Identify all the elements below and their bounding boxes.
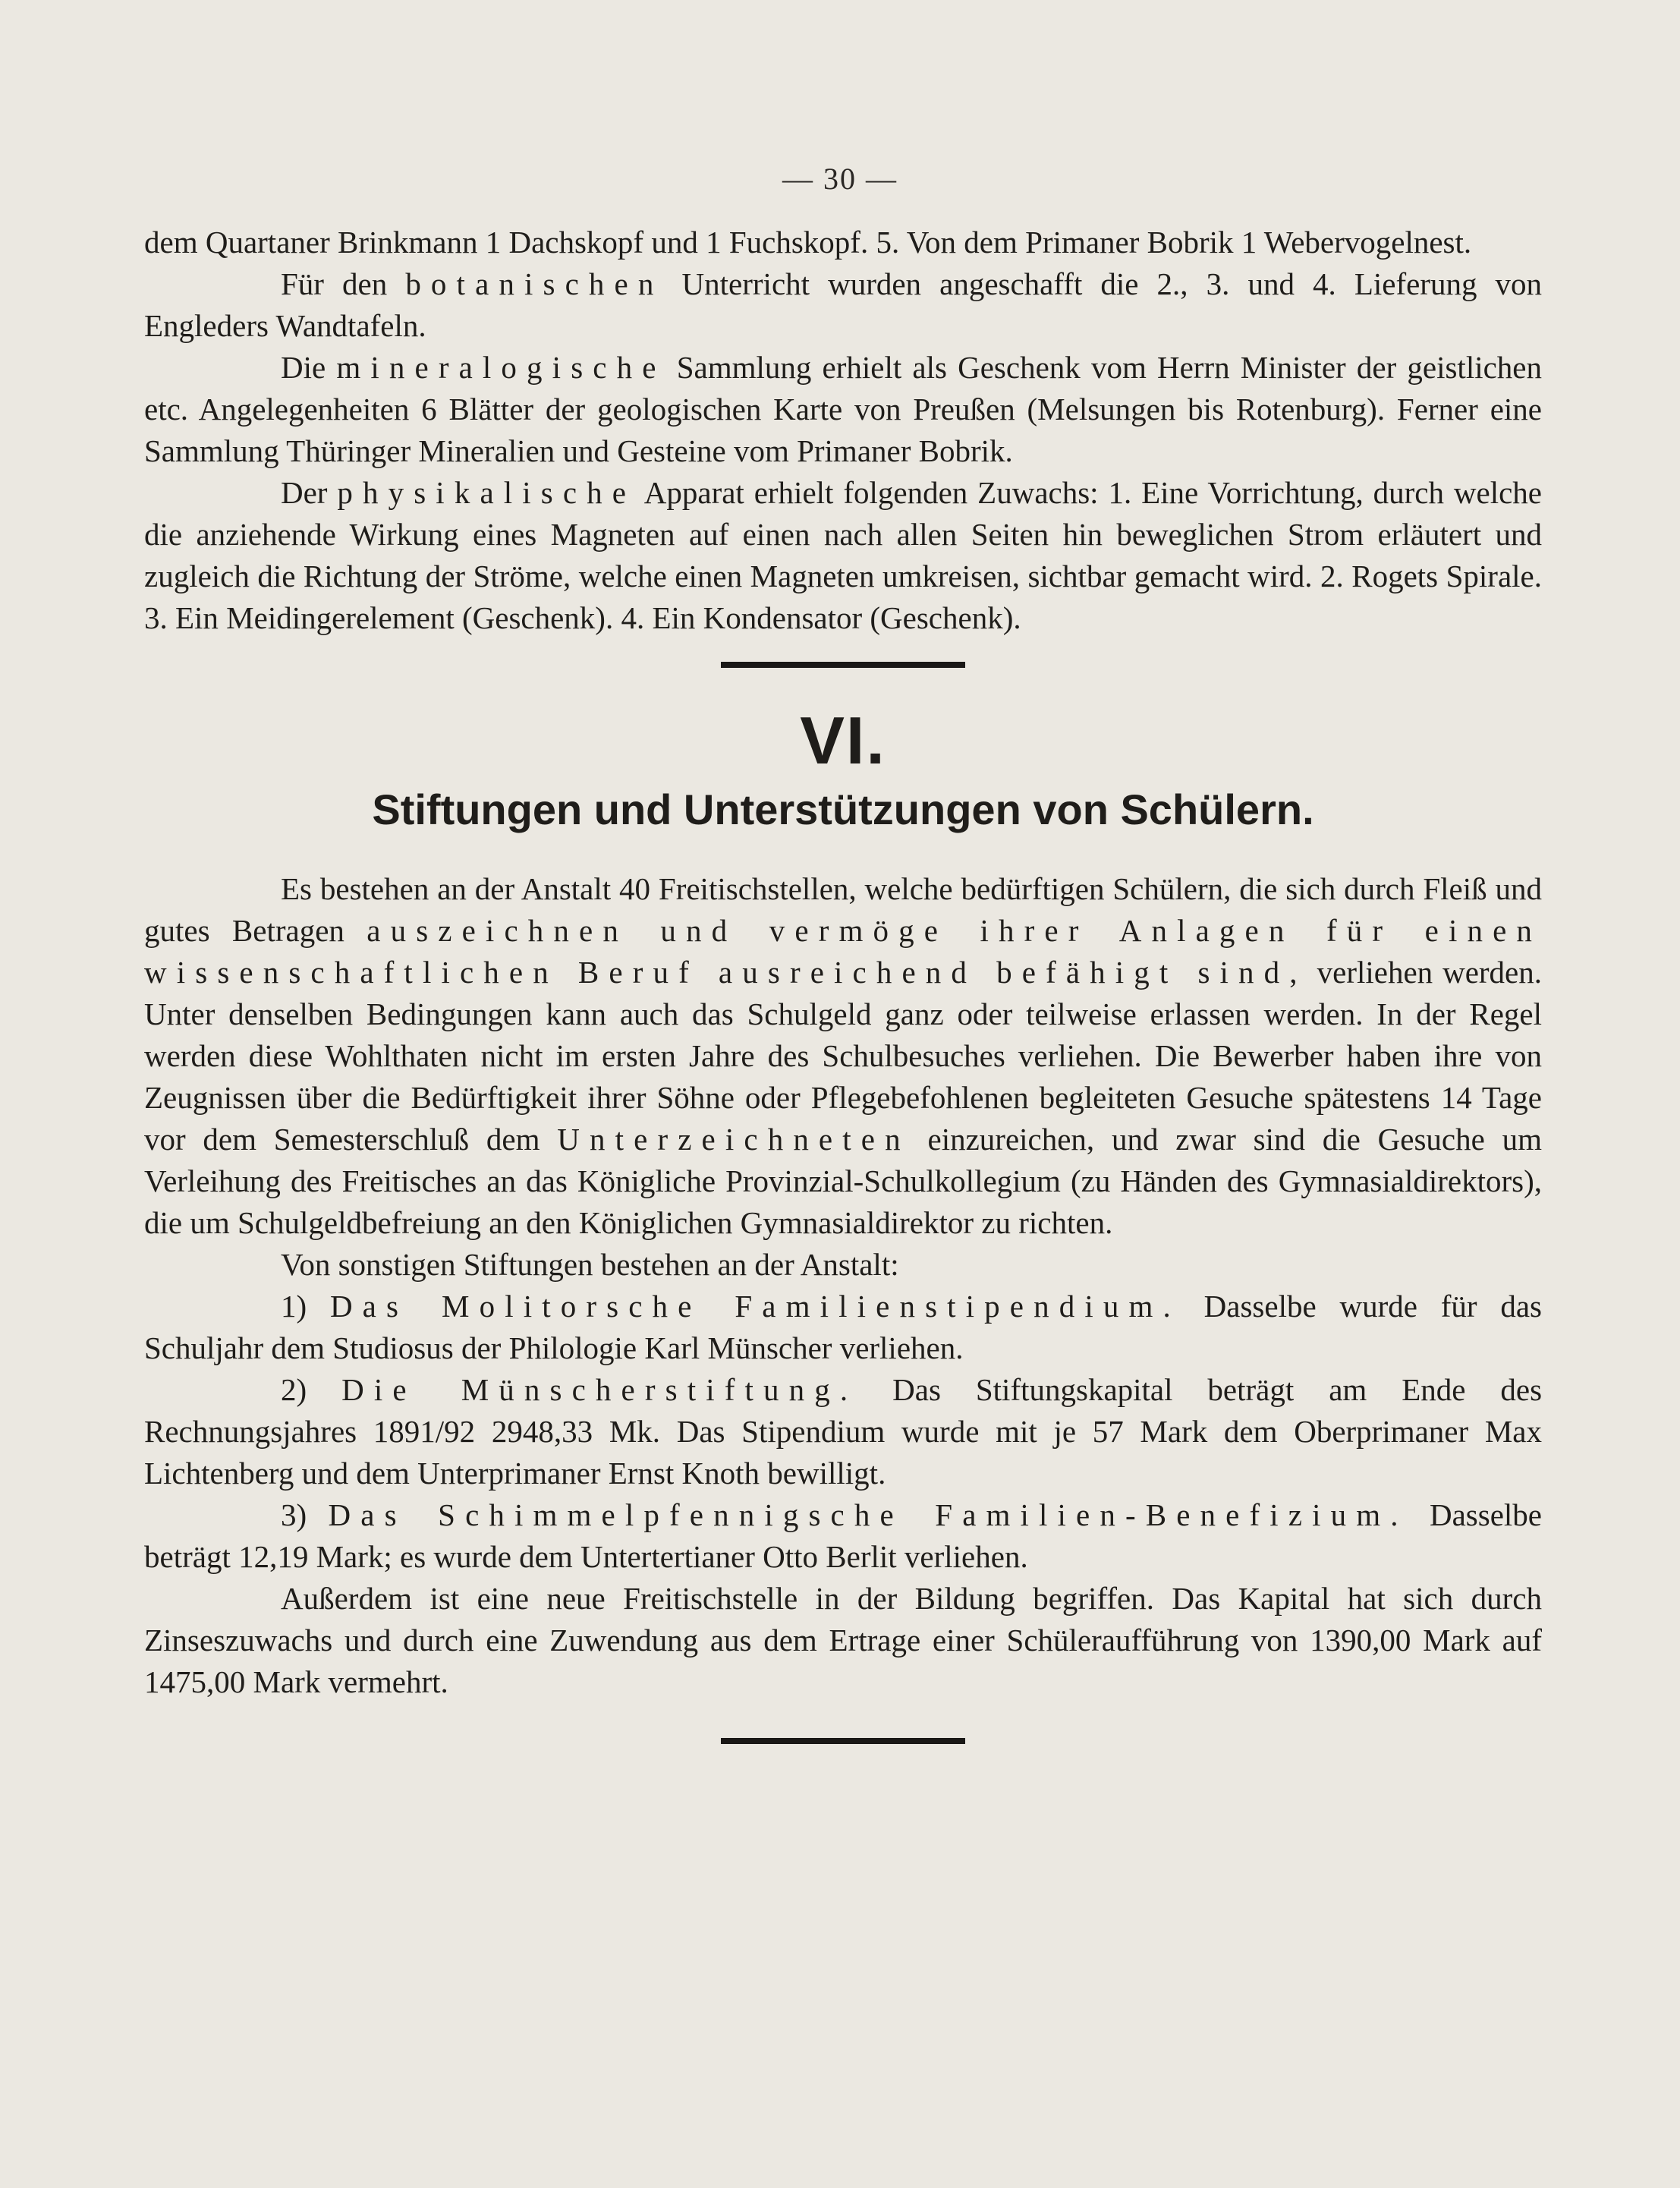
paragraph-text: Dasselbe wurde für das Schuljahr dem Studiosus der Philologie Karl Münscher verliehen.	[144, 1289, 1542, 1365]
paragraph-text: Sammlung erhielt als Geschenk vom Herrn Minister der geistlichen etc. Angelegenheiten 6 Blätter der geologischen Karte von Preußen (Melsungen bis Rotenburg). Ferner eine Sammlung Thüringer Mineralien und Gesteine vom Primaner Bobrik.	[144, 350, 1543, 468]
page-number: — 30 —	[782, 162, 898, 196]
emphasized-term: Unterzeichneten	[557, 1122, 911, 1157]
paragraph-text: einzureichen, und zwar sind die Gesuche um Verleihung des Freitisches an das Königliche Provinzial-Schulkollegium (zu Händen des Gymnasialdirektors), die um Schulgeldbefreiung an den Königlichen Gymnasialdirektor zu richten.	[144, 1122, 1542, 1240]
paragraph-freitisch	[144, 868, 1542, 1244]
paragraph-text: Apparat erhielt folgenden Zuwachs: 1. Eine Vorrichtung, durch welche die anziehende Wirkung eines Magneten auf einen nach allen Seiten hin beweglichen Strom erläutert und zugleich die Richtung der Ströme, welche einen Magneten umkreisen, sichtbar gemacht wird. 2. Rogets Spirale. 3. Ein Meidingerelement (Geschenk). 4. Ein Kondensator (Geschenk).	[144, 475, 1542, 635]
emphasized-term: Das Molitorsche Familienstipendium.	[329, 1289, 1181, 1324]
list-number: 2)	[281, 1372, 307, 1407]
chapter-title: Stiftungen und Unterstützungen von Schülern.	[372, 785, 1314, 833]
emphasized-term: botanischen	[405, 266, 664, 301]
page-body	[144, 222, 1542, 1744]
paragraph-foundation-3	[144, 1494, 1542, 1578]
emphasized-term: Das Schimmelpfennigsche Familien-Benefizium.	[328, 1497, 1408, 1532]
paragraph-text: verliehen werden. Unter denselben Bedingungen kann auch das Schulgeld ganz oder teilweise erlassen werden. In der Regel werden diese Wohlthaten nicht im ersten Jahre des Schulbesuches verliehen. Die Bewerber haben ihre von Zeugnissen über die Bedürftigkeit ihrer Söhne oder Pflegebefohlenen begleiteten Gesuche spätestens 14 Tage vor dem Semesterschluß dem	[144, 955, 1543, 1157]
list-number: 3)	[281, 1497, 307, 1532]
paragraph-text: Die	[281, 350, 326, 385]
paragraph-new-freitisch	[144, 1578, 1542, 1703]
paragraph-text: Für den	[281, 266, 388, 301]
emphasized-term: mineralogische	[336, 350, 666, 385]
list-number: 1)	[281, 1289, 307, 1324]
paragraph-text: Dasselbe beträgt 12,19 Mark; es wurde dem Untertertianer Otto Berlit verliehen.	[144, 1497, 1542, 1574]
section-divider	[721, 662, 965, 668]
paragraph-foundation-2	[144, 1369, 1542, 1494]
paragraph-text: Der	[281, 475, 328, 510]
paragraph-other-foundations	[144, 1244, 1542, 1286]
paragraph-text: dem Quartaner Brinkmann 1 Dachskopf und 1 Fuchskopf. 5. Von dem Primaner Bobrik 1 Webervogelnest.	[144, 225, 1472, 260]
emphasized-term: auszeichnen und vermöge ihrer Anlagen für einen wissenschaftlichen Beruf ausreichend befähigt sind,	[144, 913, 1543, 990]
emphasized-term: Die Münscherstiftung.	[341, 1372, 858, 1407]
paragraph-text: Außerdem ist eine neue Freitischstelle in der Bildung begriffen. Das Kapital hat sich durch Zinseszuwachs und durch eine Zuwendung aus dem Ertrage einer Schüleraufführung von 1390,00 Mark auf 1475,00 Mark vermehrt.	[144, 1581, 1542, 1699]
section-divider	[721, 1738, 965, 1744]
chapter-number: VI.	[800, 703, 886, 778]
paragraph-text: Es bestehen an der Anstalt 40 Freitischstellen, welche bedürftigen Schülern, die sich durch Fleiß und gutes Betragen	[144, 871, 1542, 948]
paragraph-zoology-gifts	[144, 222, 1542, 263]
paragraph-botany	[144, 263, 1542, 347]
emphasized-term: physikalische	[337, 475, 637, 510]
paragraph-foundation-1	[144, 1286, 1542, 1369]
paragraph-physics	[144, 472, 1542, 639]
paragraph-text: Unterricht wurden angeschafft die 2., 3. und 4. Lieferung von Engleders Wandtafeln.	[144, 266, 1543, 343]
paragraph-mineralogy	[144, 347, 1542, 472]
paragraph-text: Das Stiftungskapital beträgt am Ende des Rechnungsjahres 1891/92 2948,33 Mk. Das Stipendium wurde mit je 57 Mark dem Oberprimaner Max Lichtenberg und dem Unterprimaner Ernst Knoth bewilligt.	[144, 1372, 1543, 1491]
paragraph-text: Von sonstigen Stiftungen bestehen an der Anstalt:	[281, 1247, 899, 1282]
